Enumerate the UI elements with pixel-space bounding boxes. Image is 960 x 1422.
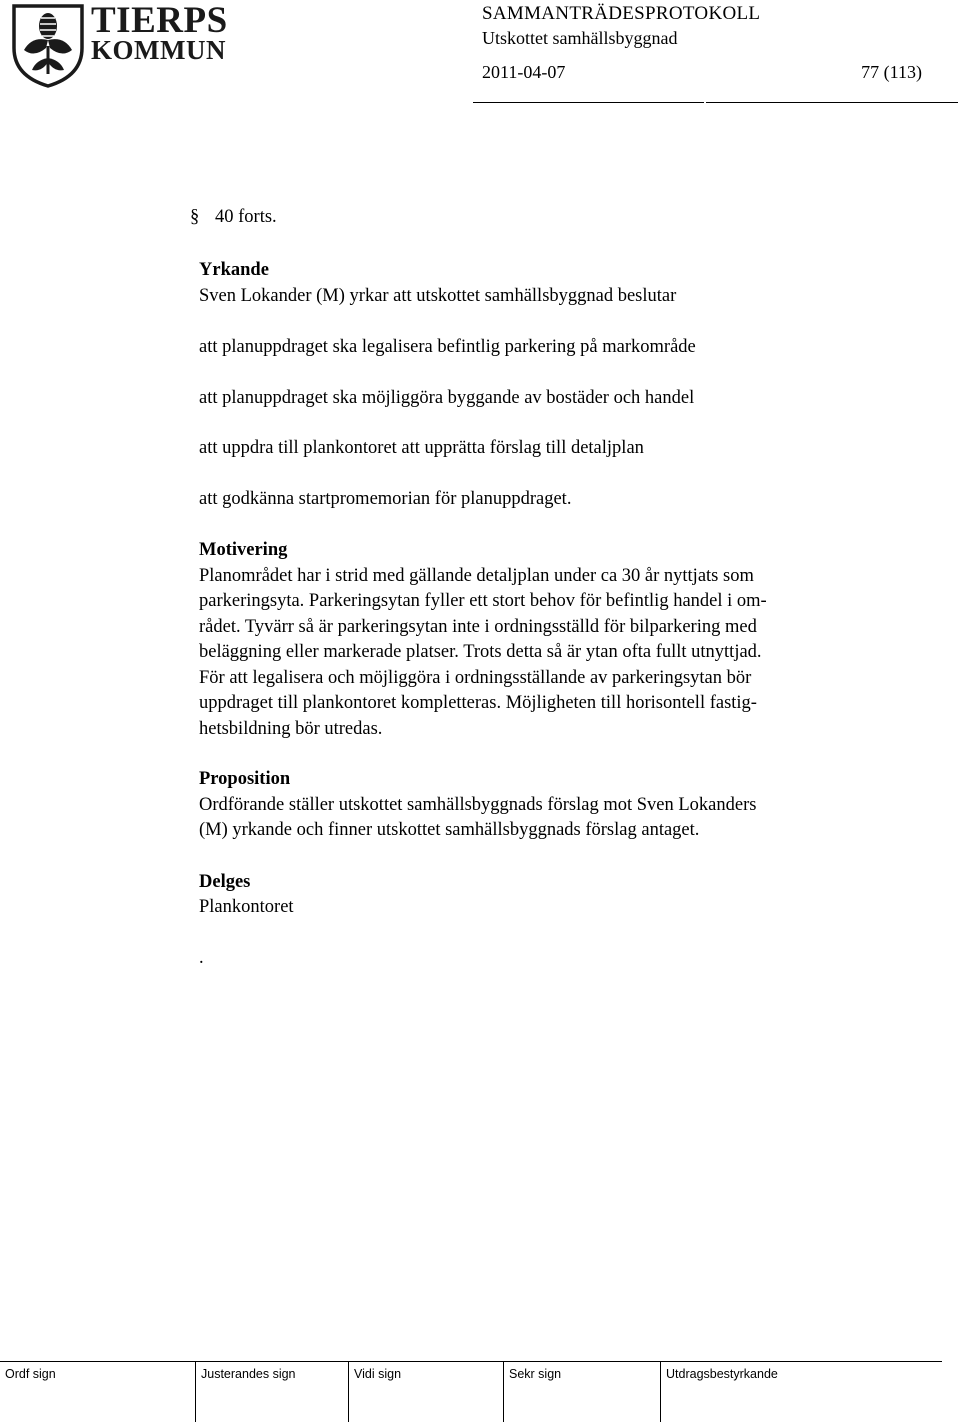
motivering-line: rådet. Tyvärr så är parkeringsytan inte i ordningsställd för bilparkering med: [199, 617, 757, 637]
signature-label: Utdragsbestyrkande: [666, 1367, 778, 1381]
delges-recipient: Plankontoret: [199, 897, 294, 917]
committee-name: Utskottet samhällsbyggnad: [482, 28, 678, 48]
proposition-line: (M) yrkande och finner utskottet samhällsbyggnads förslag antaget.: [199, 820, 700, 840]
document-type: SAMMANTRÄDESPROTOKOLL: [482, 3, 761, 24]
signature-cell-witness: [348, 1362, 503, 1422]
yrkande-item: att godkänna startpromemorian för planuppdraget.: [199, 489, 572, 509]
motivering-line: För att legalisera och möjliggöra i ordningsställande av parkeringsytan bör: [199, 668, 752, 688]
proposition-heading: Proposition: [199, 769, 291, 789]
trailing-period: .: [199, 948, 204, 968]
yrkande-item: att planuppdraget ska legalisera befintlig parkering på markområde: [199, 337, 696, 357]
delges-heading: Delges: [199, 872, 251, 892]
yrkande-intro: Sven Lokander (M) yrkar att utskottet samhällsbyggnad beslutar: [199, 286, 677, 306]
signature-label: Justerandes sign: [201, 1367, 296, 1381]
signature-cell-certification: [660, 1362, 942, 1422]
organization-name-line2: KOMMUN: [91, 35, 226, 65]
meeting-date: 2011-04-07: [482, 62, 566, 82]
header-divider-right: [706, 102, 958, 103]
motivering-heading: Motivering: [199, 540, 288, 560]
page-number: 77 (113): [861, 62, 922, 82]
signature-label: Vidi sign: [354, 1367, 402, 1381]
signature-cell-chair: [0, 1362, 195, 1422]
yrkande-heading: Yrkande: [199, 260, 269, 280]
proposition-line: Ordförande ställer utskottet samhällsbyggnads förslag mot Sven Lokanders: [199, 795, 757, 815]
motivering-line: uppdraget till plankontoret kompletteras. Möjligheten till horisontell fastig-: [199, 693, 757, 713]
motivering-line: parkeringsyta. Parkeringsytan fyller ett stort behov för befintlig handel i om-: [199, 591, 767, 611]
motivering-line: hetsbildning bör utredas.: [199, 719, 383, 739]
signature-cell-adjuster: [195, 1362, 348, 1422]
yrkande-item: att uppdra till plankontoret att upprätta förslag till detaljplan: [199, 438, 644, 458]
motivering-line: Planområdet har i strid med gällande detaljplan under ca 30 år nyttjats som: [199, 566, 754, 586]
yrkande-item: att planuppdraget ska möjliggöra byggande av bostäder och handel: [199, 388, 695, 408]
signature-cell-secretary: [503, 1362, 660, 1422]
section-sign: §: [190, 207, 200, 227]
signature-label: Ordf sign: [5, 1367, 56, 1381]
section-continued-label: 40 forts.: [215, 207, 277, 227]
signature-label: Sekr sign: [509, 1367, 562, 1381]
organization-name-line1: TIERPS: [91, 0, 228, 41]
header-divider-left: [473, 102, 704, 103]
motivering-line: beläggning eller markerade platser. Trots detta så är ytan ofta fullt utnyttjad.: [199, 642, 762, 662]
signature-footer: [0, 1361, 942, 1422]
tierp-coat-of-arms-logo: [10, 2, 86, 88]
